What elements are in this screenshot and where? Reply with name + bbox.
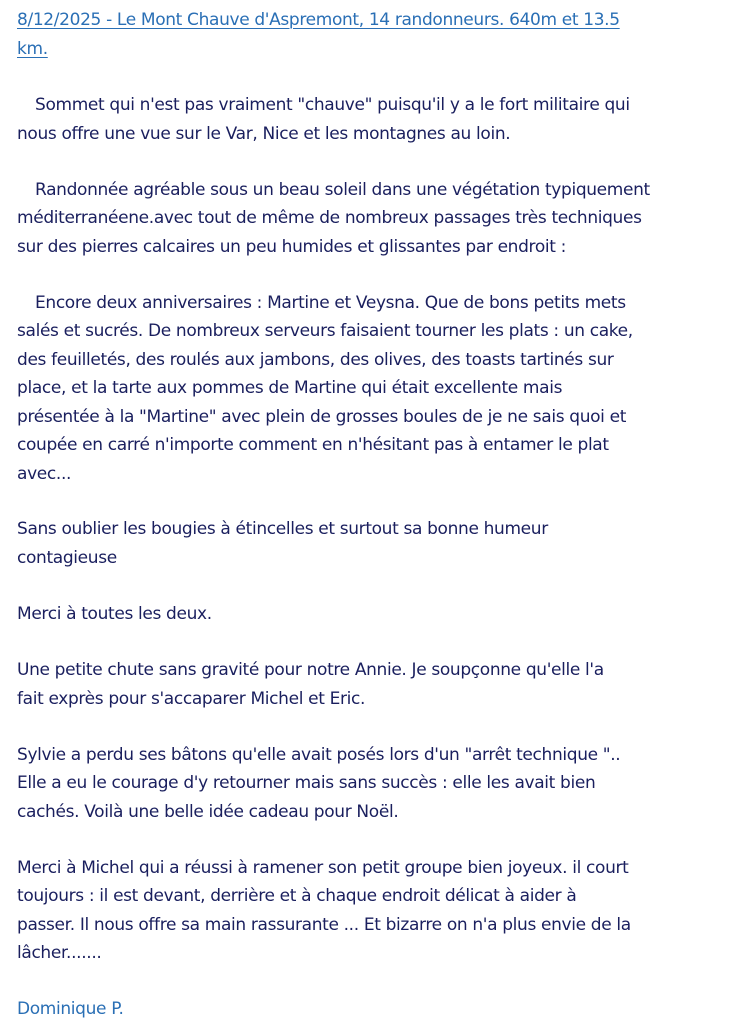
paragraph-4-line-2: contagieuse: [17, 548, 117, 568]
paragraph-7-line-2: Elle a eu le courage d'y retourner mais sans succès : elle les avait bien: [17, 773, 596, 793]
paragraph-2-line-2: méditerranéene.avec tout de même de nombreux passages très techniques: [17, 208, 642, 228]
title-link-line-2[interactable]: km.: [17, 39, 48, 59]
paragraph-3-line-2: salés et sucrés. De nombreux serveurs faisaient tourner les plats : un cake,: [17, 321, 633, 341]
paragraph-3-line-6: coupée en carré n'importe comment en n'hésitant pas à entamer le plat: [17, 435, 609, 455]
paragraph-2-line-1: Randonnée agréable sous un beau soleil dans une végétation typiquement: [35, 180, 650, 200]
title-link-line-1[interactable]: 8/12/2025 - Le Mont Chauve d'Aspremont, 14 randonneurs. 640m et 13.5: [17, 10, 620, 30]
paragraph-8-line-3: passer. Il nous offre sa main rassurante ... Et bizarre on n'a plus envie de la: [17, 915, 631, 935]
paragraph-3-line-5: présentée à la "Martine" avec plein de grosses boules de je ne sais quoi et: [17, 407, 627, 427]
paragraph-4-line-1: Sans oublier les bougies à étincelles et surtout sa bonne humeur: [17, 519, 548, 539]
paragraph-3-line-7: avec...: [17, 464, 72, 484]
paragraph-1-line-1: Sommet qui n'est pas vraiment "chauve" puisqu'il y a le fort militaire qui: [35, 95, 630, 115]
paragraph-8-line-1: Merci à Michel qui a réussi à ramener son petit groupe bien joyeux. il court: [17, 858, 629, 878]
paragraph-1-line-2: nous offre une vue sur le Var, Nice et les montagnes au loin.: [17, 124, 511, 144]
paragraph-6-line-1: Une petite chute sans gravité pour notre Annie. Je soupçonne qu'elle l'a: [17, 660, 604, 680]
paragraph-7-line-3: cachés. Voilà une belle idée cadeau pour Noël.: [17, 802, 399, 822]
paragraph-5-line-1: Merci à toutes les deux.: [17, 604, 212, 624]
paragraph-8-line-2: toujours : il est devant, derrière et à chaque endroit délicat à aider à: [17, 886, 577, 906]
paragraph-3-line-3: des feuilletés, des roulés aux jambons, des olives, des toasts tartinés sur: [17, 350, 614, 370]
paragraph-8-line-4: lâcher.......: [17, 943, 102, 963]
signature: Dominique P.: [17, 999, 124, 1019]
paragraph-7-line-1: Sylvie a perdu ses bâtons qu'elle avait posés lors d'un "arrêt technique "..: [17, 745, 621, 765]
paragraph-3-line-4: place, et la tarte aux pommes de Martine qui était excellente mais: [17, 378, 563, 398]
paragraph-6-line-2: fait exprès pour s'accaparer Michel et Eric.: [17, 689, 366, 709]
paragraph-2-line-3: sur des pierres calcaires un peu humides et glissantes par endroit :: [17, 237, 566, 257]
paragraph-3-line-1: Encore deux anniversaires : Martine et Veysna. Que de bons petits mets: [35, 293, 626, 313]
